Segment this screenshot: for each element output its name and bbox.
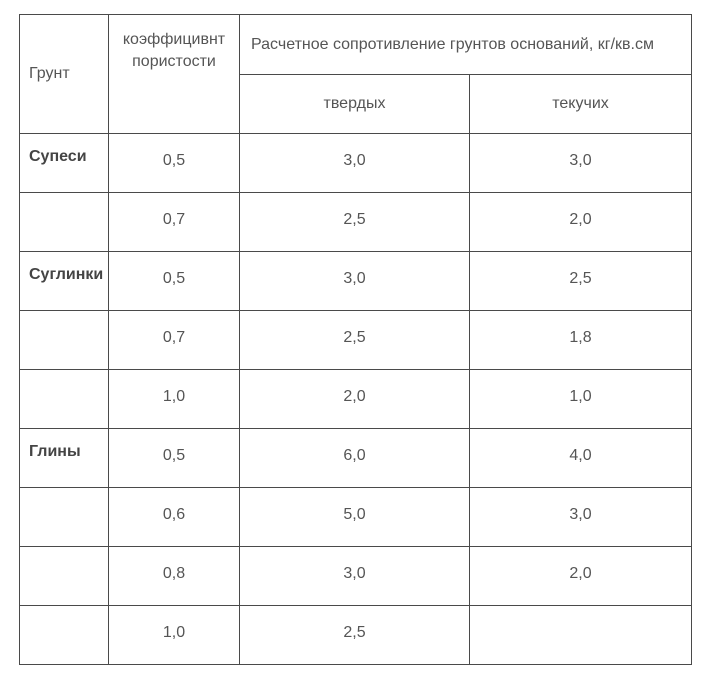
cell-fluid: 4,0 <box>470 429 692 488</box>
cell-coef: 0,6 <box>109 488 240 547</box>
cell-coef: 0,5 <box>109 252 240 311</box>
cell-solid: 2,0 <box>240 370 470 429</box>
cell-ground <box>20 311 109 370</box>
cell-ground <box>20 193 109 252</box>
cell-coef: 0,7 <box>109 193 240 252</box>
cell-fluid: 3,0 <box>470 134 692 193</box>
table-row <box>20 311 692 370</box>
cell-ground <box>20 370 109 429</box>
cell-coef: 0,5 <box>109 429 240 488</box>
cell-coef: 0,8 <box>109 547 240 606</box>
header-fluid: текучих <box>470 75 692 134</box>
table-row <box>20 134 692 193</box>
header-solid: твердых <box>240 75 470 134</box>
cell-ground <box>20 606 109 665</box>
cell-fluid: 1,8 <box>470 311 692 370</box>
cell-fluid: 2,5 <box>470 252 692 311</box>
table-row <box>20 252 692 311</box>
header-coef-line1: коэффицивнт <box>122 31 226 48</box>
table-container <box>19 14 692 665</box>
table-row <box>20 606 692 665</box>
cell-fluid: 1,0 <box>470 370 692 429</box>
table-row <box>20 193 692 252</box>
header-ground: Грунт <box>20 15 109 134</box>
cell-coef: 0,5 <box>109 134 240 193</box>
cell-fluid: 2,0 <box>470 547 692 606</box>
table-row <box>20 547 692 606</box>
soil-resistance-table <box>19 14 692 665</box>
cell-solid: 5,0 <box>240 488 470 547</box>
table-row <box>20 488 692 547</box>
cell-coef: 1,0 <box>109 370 240 429</box>
cell-fluid: 3,0 <box>470 488 692 547</box>
cell-solid: 2,5 <box>240 193 470 252</box>
header-row <box>20 15 692 75</box>
cell-solid: 3,0 <box>240 547 470 606</box>
cell-coef: 1,0 <box>109 606 240 665</box>
cell-ground <box>20 488 109 547</box>
cell-solid: 3,0 <box>240 134 470 193</box>
header-coef-line2: пористости <box>132 53 216 70</box>
table-row <box>20 429 692 488</box>
header-resistance: Расчетное сопротивление грунтов оснований, кг/кв.см <box>240 15 692 75</box>
cell-ground: Глины <box>20 429 109 488</box>
cell-solid: 2,5 <box>240 311 470 370</box>
table-row <box>20 370 692 429</box>
cell-ground: Суглинки <box>20 252 109 311</box>
cell-fluid <box>470 606 692 665</box>
cell-fluid: 2,0 <box>470 193 692 252</box>
cell-solid: 2,5 <box>240 606 470 665</box>
cell-solid: 6,0 <box>240 429 470 488</box>
cell-solid: 3,0 <box>240 252 470 311</box>
cell-coef: 0,7 <box>109 311 240 370</box>
header-porosity-coefficient <box>109 15 240 134</box>
cell-ground: Супеси <box>20 134 109 193</box>
cell-ground <box>20 547 109 606</box>
